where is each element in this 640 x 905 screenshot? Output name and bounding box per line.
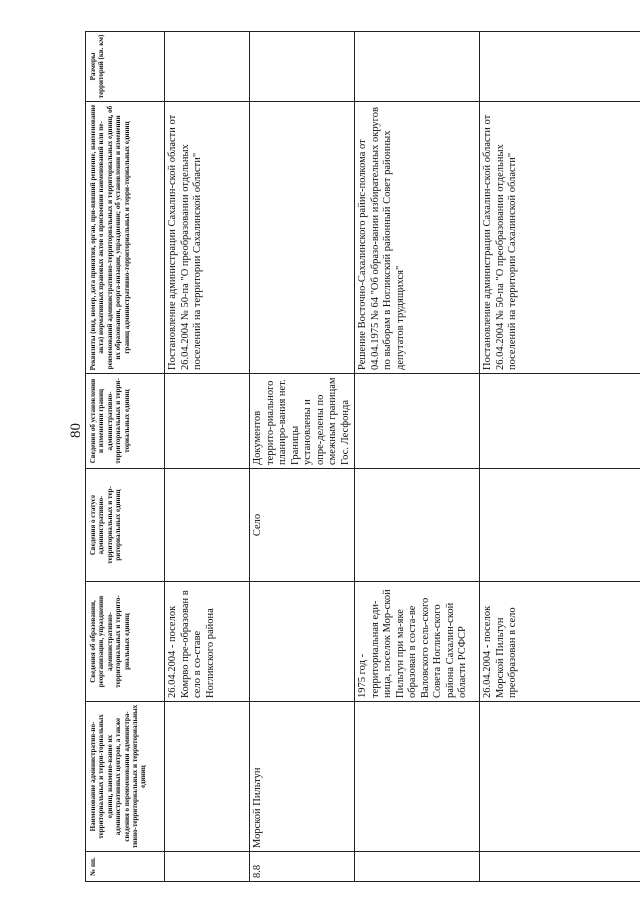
cell-size — [355, 32, 480, 102]
cell-size — [250, 32, 355, 102]
cell-status — [355, 469, 480, 582]
page-number: 80 — [68, 423, 84, 438]
cell-history: 26.04.2004 - поселок Комрво пре-образован в село в со-ставе Ногликского района — [165, 582, 250, 702]
header-documents: Реквизиты (вид, номер, дата принятия, орган, при-нявший решение, наименование акта) нормативных правовых актов о присвоении наименований или пе-реименований административно-территориальных и территориальных единиц, об их образовании, реорга-низации, упразднении; об установлении и изменении границ административно-территориальных и терри-ториальных единиц — [86, 102, 165, 374]
cell-name: Морской Пильтун — [250, 702, 355, 852]
territorial-units-table — [85, 31, 640, 882]
cell-documents — [250, 102, 355, 374]
header-size: Размеры территорий (кв. км) — [86, 32, 165, 102]
header-status: Сведения о статусе административно-территориальных и тер-риториальных единиц — [86, 469, 165, 582]
cell-history: 1975 год - территориальная еди-ница, поселок Мор-ской Пильтун при ма-яке образован в соста-ве Валовского сель-ского Совета Ноглик-ского района Сахалин-ской области РСФСР — [355, 582, 480, 702]
cell-status — [165, 469, 250, 582]
cell-history: 26.04.2004 - поселок Морской Пильтун преобразован в село — [480, 582, 640, 702]
cell-boundaries — [480, 374, 640, 469]
cell-status: Село — [250, 469, 355, 582]
cell-name — [480, 702, 640, 852]
table-row — [165, 32, 250, 882]
cell-status — [480, 469, 640, 582]
cell-num — [165, 852, 250, 882]
cell-boundaries — [355, 374, 480, 469]
table-row — [355, 32, 480, 882]
cell-history — [250, 582, 355, 702]
header-history: Сведения об образовании, реорганизации, упразднении административно-территориальных и террито-риальных единиц — [86, 582, 165, 702]
cell-size — [165, 32, 250, 102]
cell-boundaries — [165, 374, 250, 469]
cell-name — [355, 702, 480, 852]
cell-num: 8.8 — [250, 852, 355, 882]
header-num: № пп. — [86, 852, 165, 882]
cell-documents: Решение Восточно-Сахалинского райис-полкома от 04.04.1975 № 64 "Об образо-вании избирательных округов по выборам в Ногликский районный Совет районных депутатов трудящихся" — [355, 102, 480, 374]
table-row — [480, 32, 640, 882]
header-name: Наименование административ-но-территориальных и терри-ториальных единиц, наимено-вание их административных центров, а также сведения о переименовании администра-тивно-территориальных и территориальных единиц — [86, 702, 165, 852]
cell-name — [165, 702, 250, 852]
cell-boundaries: Документов террито-риального планиро-вания нет. Границы установлены и опре-делены по смежным границам Гос. Лесфонда — [250, 374, 355, 469]
rotated-table-container — [85, 32, 640, 882]
header-boundaries: Сведения об установлении и изменении границ административно-территориальных и терри-ториальных единиц — [86, 374, 165, 469]
cell-size — [480, 32, 640, 102]
cell-documents: Постановление администрации Сахалин-ской области от 26.04.2004 № 50-па "О преобразовании отдельных поселений на территории Сахалинской области" — [165, 102, 250, 374]
cell-num — [355, 852, 480, 882]
cell-documents: Постановление администрации Сахалин-ской области от 26.04.2004 № 50-па "О преобразовании отдельных поселений на территории Сахалинской области" — [480, 102, 640, 374]
table-header-row — [86, 32, 165, 882]
table-row — [250, 32, 355, 882]
cell-num — [480, 852, 640, 882]
